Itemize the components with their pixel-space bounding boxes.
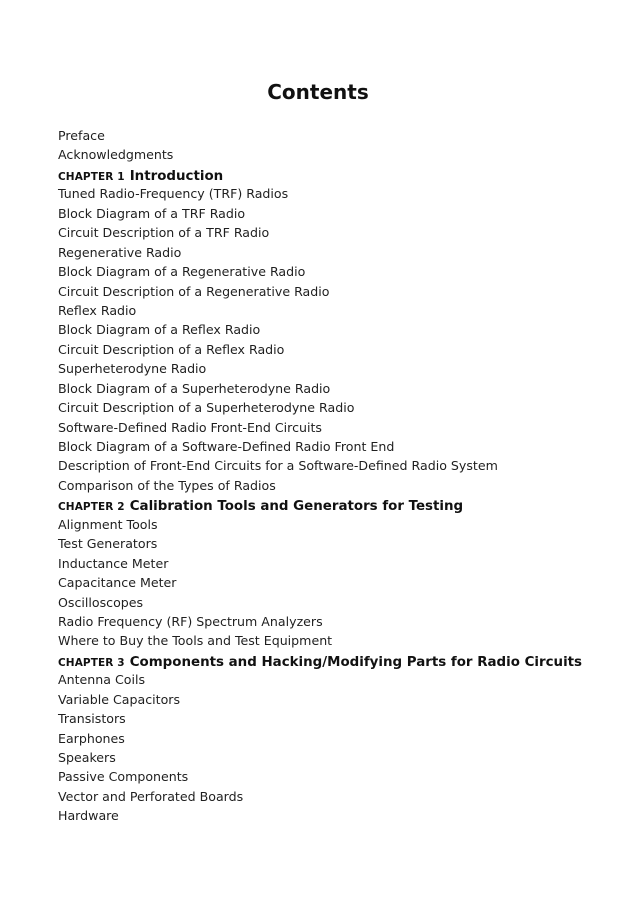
toc-entry[interactable]: Vector and Perforated Boards	[58, 788, 244, 804]
chapter-heading[interactable]	[58, 495, 618, 514]
toc-entry[interactable]: Oscilloscopes	[58, 594, 144, 610]
toc-entry[interactable]: Block Diagram of a Superheterodyne Radio	[58, 380, 331, 396]
chapter-title: Calibration Tools and Generators for Testing	[129, 499, 464, 515]
toc-entry[interactable]: Radio Frequency (RF) Spectrum Analyzers	[58, 613, 323, 629]
toc-entry[interactable]: Reflex Radio	[58, 302, 137, 318]
toc-entry[interactable]: Test Generators	[58, 536, 158, 552]
chapter-label: CHAPTER 1	[58, 170, 125, 183]
page-title: Contents	[267, 80, 369, 104]
toc-entry[interactable]: Circuit Description of a Reflex Radio	[58, 341, 285, 357]
toc-entry[interactable]: Circuit Description of a Regenerative Radio	[58, 283, 330, 299]
toc-entry[interactable]: Preface	[58, 128, 105, 143]
table-of-contents	[58, 126, 618, 826]
toc-entry[interactable]: Acknowledgments	[58, 147, 174, 163]
toc-entry[interactable]: Inductance Meter	[58, 555, 169, 571]
toc-entry[interactable]: Hardware	[58, 808, 119, 824]
toc-entry[interactable]: Speakers	[58, 750, 116, 765]
toc-entry[interactable]: Earphones	[58, 730, 125, 746]
chapter-label: CHAPTER 2	[58, 501, 125, 514]
toc-entry[interactable]: Regenerative Radio	[58, 244, 182, 260]
toc-entry[interactable]: Software-Defined Radio Front-End Circuits	[58, 419, 322, 435]
toc-entry[interactable]: Description of Front-End Circuits for a Software-Defined Radio System	[58, 458, 498, 474]
chapter-label: CHAPTER 3	[58, 656, 125, 669]
toc-entry[interactable]: Transistors	[58, 711, 126, 727]
toc-entry[interactable]: Passive Components	[58, 769, 189, 785]
toc-entry[interactable]: Circuit Description of a Superheterodyne Radio	[58, 400, 355, 416]
chapter-heading[interactable]	[58, 651, 618, 670]
toc-entry[interactable]: Antenna Coils	[58, 672, 146, 688]
chapter-title: Introduction	[129, 168, 224, 184]
toc-entry[interactable]: Block Diagram of a Reflex Radio	[58, 322, 261, 338]
toc-entry[interactable]: Tuned Radio-Frequency (TRF) Radios	[58, 186, 289, 202]
toc-entry[interactable]: Capacitance Meter	[58, 575, 177, 591]
toc-entry[interactable]: Superheterodyne Radio	[58, 361, 207, 377]
toc-entry[interactable]: Block Diagram of a Regenerative Radio	[58, 264, 306, 280]
toc-entry[interactable]: Alignment Tools	[58, 516, 158, 532]
toc-entry[interactable]: Block Diagram of a TRF Radio	[58, 205, 246, 221]
toc-entry[interactable]: Block Diagram of a Software-Defined Radio Front End	[58, 439, 395, 454]
toc-entry[interactable]: Where to Buy the Tools and Test Equipment	[58, 633, 333, 649]
toc-entry[interactable]: Circuit Description of a TRF Radio	[58, 225, 270, 241]
toc-entry[interactable]: Comparison of the Types of Radios	[58, 477, 276, 493]
chapter-title: Components and Hacking/Modifying Parts for Radio Circuits	[129, 654, 583, 670]
chapter-heading[interactable]	[58, 165, 618, 184]
toc-entry[interactable]: Variable Capacitors	[58, 691, 181, 707]
